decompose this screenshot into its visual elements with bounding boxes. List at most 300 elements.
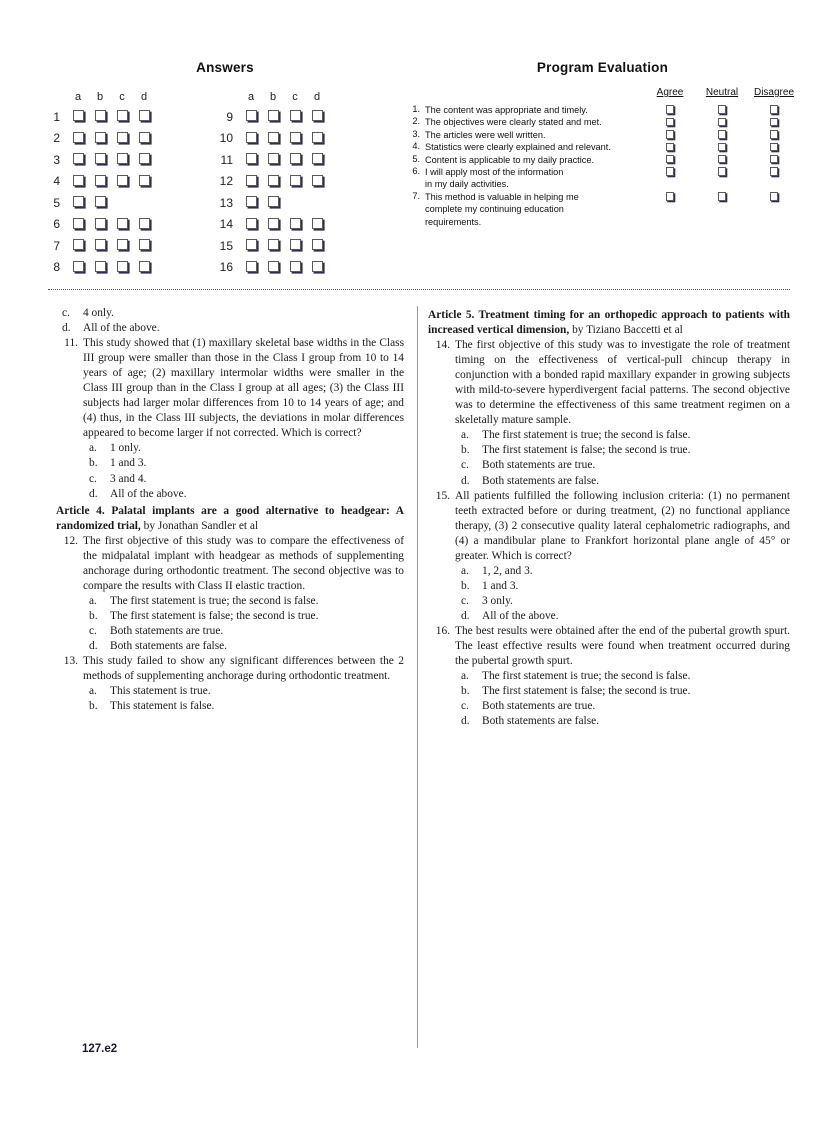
- answer-checkbox-16-d[interactable]: [312, 261, 323, 272]
- answer-checkbox-6-a[interactable]: [73, 218, 84, 229]
- evaluation-checkbox-4-disagree[interactable]: [770, 143, 779, 152]
- option-row: [455, 564, 790, 579]
- option-text: The first statement is false; the second is true.: [482, 685, 691, 698]
- answer-row-number: 10: [219, 131, 233, 146]
- evaluation-checkbox-2-neutral[interactable]: [718, 118, 727, 127]
- right-text-column: [428, 306, 790, 729]
- option-text: Both statements are true.: [482, 700, 596, 713]
- option-text: All of the above.: [110, 487, 187, 500]
- answers-col-header-d: d: [140, 91, 148, 103]
- answer-cell-empty: [284, 192, 306, 214]
- answer-checkbox-6-d[interactable]: [139, 218, 150, 229]
- question-14: [428, 338, 790, 488]
- evaluation-checkbox-2-agree[interactable]: [666, 118, 675, 127]
- answer-row: [40, 106, 155, 128]
- answer-row-number: 12: [219, 174, 233, 189]
- answer-cell: [262, 192, 284, 214]
- option-text: Both statements are false.: [482, 474, 600, 487]
- scale-header-neutral: Neutral: [705, 87, 739, 98]
- answer-cell: [284, 235, 306, 257]
- answer-row: [40, 235, 155, 257]
- answer-cell: [89, 192, 111, 214]
- evaluation-cell: [748, 104, 800, 116]
- scale-header-agree: Agree: [656, 87, 684, 98]
- evaluation-scale-cells: [644, 141, 800, 153]
- question-12: [56, 534, 404, 654]
- option-letter: c.: [461, 459, 469, 472]
- evaluation-checkbox-7-neutral[interactable]: [718, 192, 727, 201]
- answer-checkbox-1-c[interactable]: [117, 110, 128, 121]
- evaluation-row: [405, 116, 800, 128]
- option-text: The first statement is true; the second is false.: [110, 594, 319, 607]
- answer-cell: [133, 214, 155, 236]
- answer-checkbox-11-b[interactable]: [268, 153, 279, 164]
- option-text: This statement is true.: [110, 685, 211, 698]
- answer-cell: [111, 257, 133, 279]
- answer-checkbox-7-d[interactable]: [139, 239, 150, 250]
- question-13: [56, 654, 404, 714]
- answer-checkbox-15-d[interactable]: [312, 239, 323, 250]
- option-row: [56, 306, 404, 321]
- answer-checkbox-15-c[interactable]: [290, 239, 301, 250]
- article-4-title: Article 4. Palatal implants are a good alternative to headgear: A randomized trial,: [56, 504, 404, 532]
- option-row: [83, 456, 404, 471]
- answer-cell: [111, 235, 133, 257]
- answer-cell: [306, 257, 328, 279]
- answer-checkbox-2-d[interactable]: [139, 132, 150, 143]
- answers-header-row-left: [40, 88, 155, 106]
- evaluation-checkbox-2-disagree[interactable]: [770, 118, 779, 127]
- question-stem: The best results were obtained after the end of the pubertal growth spurt. The least effective results were found when treatment occurred during the pubertal growth spurt.: [455, 624, 790, 668]
- evaluation-cell: [748, 116, 800, 128]
- evaluation-row-continuation: [405, 203, 800, 215]
- answer-checkbox-4-d[interactable]: [139, 175, 150, 186]
- evaluation-checkbox-7-agree[interactable]: [666, 192, 675, 201]
- answer-checkbox-7-a[interactable]: [73, 239, 84, 250]
- answer-row-number: 5: [53, 195, 60, 210]
- option-row: [455, 579, 790, 594]
- answer-checkbox-3-b[interactable]: [95, 153, 106, 164]
- evaluation-item-number: 2.: [412, 116, 420, 127]
- answer-cell: [89, 149, 111, 171]
- evaluation-checkbox-4-agree[interactable]: [666, 143, 675, 152]
- evaluation-cell: [748, 154, 800, 166]
- answer-cell: [240, 235, 262, 257]
- answer-cell: [133, 106, 155, 128]
- evaluation-checkbox-7-disagree[interactable]: [770, 192, 779, 201]
- option-text: The first statement is false; the second is true.: [482, 444, 691, 457]
- answer-checkbox-9-d[interactable]: [312, 110, 323, 121]
- answer-row: [40, 149, 155, 171]
- option-row: [83, 699, 404, 714]
- answer-cell: [262, 106, 284, 128]
- evaluation-cell: [696, 116, 748, 128]
- evaluation-checkbox-6-disagree[interactable]: [770, 167, 779, 176]
- answer-cell: [67, 192, 89, 214]
- article-5-title: Article 5. Treatment timing for an orthopedic approach to patients with increased vertical dimension,: [428, 309, 790, 337]
- question-number: 13.: [63, 655, 78, 668]
- option-letter: c.: [461, 594, 469, 607]
- answer-cell: [240, 106, 262, 128]
- answer-checkbox-16-c[interactable]: [290, 261, 301, 272]
- evaluation-cell: [696, 191, 748, 203]
- option-text: Both statements are true.: [482, 459, 596, 472]
- option-letter: c.: [89, 472, 97, 485]
- answers-grid: [40, 88, 410, 278]
- answer-cell: [284, 214, 306, 236]
- answer-cell: [67, 214, 89, 236]
- answer-checkbox-8-d[interactable]: [139, 261, 150, 272]
- option-row: [455, 594, 790, 609]
- question-number: 14.: [435, 339, 450, 352]
- answers-rownum-header: [40, 88, 67, 106]
- option-letter: c.: [62, 307, 70, 319]
- answer-checkbox-8-c[interactable]: [117, 261, 128, 272]
- option-letter: d.: [89, 640, 98, 653]
- answer-cell: [67, 171, 89, 193]
- option-text: Both statements are false.: [482, 715, 600, 728]
- evaluation-checkbox-3-disagree[interactable]: [770, 130, 779, 139]
- evaluation-item-text-continued: in my daily activities.: [425, 179, 509, 190]
- option-text: All of the above.: [83, 322, 160, 335]
- answer-checkbox-1-b[interactable]: [95, 110, 106, 121]
- answer-checkbox-15-a[interactable]: [246, 239, 257, 250]
- answer-checkbox-10-d[interactable]: [312, 132, 323, 143]
- answer-cell: [111, 149, 133, 171]
- answer-checkbox-7-b[interactable]: [95, 239, 106, 250]
- answer-checkbox-14-c[interactable]: [290, 218, 301, 229]
- evaluation-row: [405, 104, 800, 116]
- article-5-byline: by Tiziano Baccetti et al: [569, 324, 683, 337]
- answer-cell: [133, 257, 155, 279]
- evaluation-cell: [644, 116, 696, 128]
- answer-cell: [240, 192, 262, 214]
- evaluation-checkbox-5-neutral[interactable]: [718, 155, 727, 164]
- evaluation-checkbox-6-agree[interactable]: [666, 167, 675, 176]
- answer-cell: [111, 171, 133, 193]
- evaluation-scale-cells: [644, 129, 800, 141]
- answer-row-number: 7: [53, 238, 60, 253]
- option-row: [455, 474, 790, 489]
- answer-row: [40, 257, 155, 279]
- answer-row: [40, 214, 155, 236]
- answer-checkbox-4-b[interactable]: [95, 175, 106, 186]
- evaluation-item-text: The articles were well written.: [425, 129, 546, 140]
- answer-checkbox-12-d[interactable]: [312, 175, 323, 186]
- evaluation-item-text: This method is valuable in helping me: [425, 191, 579, 202]
- answer-cell: [240, 171, 262, 193]
- answer-checkbox-9-b[interactable]: [268, 110, 279, 121]
- evaluation-item-text: The objectives were clearly stated and met.: [425, 117, 602, 128]
- option-letter: a.: [461, 429, 469, 442]
- answer-cell: [240, 149, 262, 171]
- program-evaluation-title: Program Evaluation: [536, 60, 669, 75]
- evaluation-item-text-continued: complete my continuing education: [425, 204, 564, 215]
- evaluation-checkbox-6-neutral[interactable]: [718, 167, 727, 176]
- answer-checkbox-11-c[interactable]: [290, 153, 301, 164]
- evaluation-cell: [644, 104, 696, 116]
- answer-cell: [67, 257, 89, 279]
- evaluation-cell: [644, 154, 696, 166]
- option-row: [455, 428, 790, 443]
- answer-checkbox-3-c[interactable]: [117, 153, 128, 164]
- option-letter: d.: [461, 715, 470, 728]
- answer-checkbox-6-b[interactable]: [95, 218, 106, 229]
- evaluation-items: [405, 104, 800, 228]
- answer-checkbox-5-a[interactable]: [73, 196, 84, 207]
- option-letter: c.: [461, 700, 469, 713]
- answer-cell: [240, 128, 262, 150]
- option-row: [83, 441, 404, 456]
- answer-checkbox-1-a[interactable]: [73, 110, 84, 121]
- evaluation-checkbox-4-neutral[interactable]: [718, 143, 727, 152]
- left-text-column: [56, 306, 404, 714]
- evaluation-row: [405, 154, 800, 166]
- answer-checkbox-3-d[interactable]: [139, 153, 150, 164]
- answer-cell-empty: [111, 192, 133, 214]
- answer-checkbox-4-a[interactable]: [73, 175, 84, 186]
- evaluation-item-number: 3.: [412, 128, 420, 139]
- answer-cell: [133, 128, 155, 150]
- answers-title: Answers: [196, 60, 254, 75]
- answer-row-number: 9: [226, 109, 233, 124]
- answer-checkbox-9-c[interactable]: [290, 110, 301, 121]
- evaluation-checkbox-1-disagree[interactable]: [770, 105, 779, 114]
- option-text: 1 and 3.: [482, 579, 519, 592]
- evaluation-item-text: Statistics were clearly explained and relevant.: [425, 142, 611, 153]
- evaluation-scale-cells: [644, 116, 800, 128]
- option-row: [83, 594, 404, 609]
- answer-row: [213, 214, 328, 236]
- question-number: 15.: [435, 489, 450, 502]
- option-row: [455, 669, 790, 684]
- evaluation-item-number: 1.: [412, 104, 420, 114]
- evaluation-row-continuation: [405, 216, 800, 228]
- option-letter: d.: [461, 609, 470, 622]
- article-5-heading: [428, 308, 790, 338]
- question-stem: All patients fulfilled the following inclusion criteria: (1) no permanent teeth extracted before or during treatment, (2) no functional appliance therapy, (3) 2 consecutive quality lateral cephalometric radiographs, and (4) a mandibular plane to Frankfort horizontal plane angle of 45° or greater. Which is correct?: [455, 489, 790, 562]
- evaluation-cell: [696, 129, 748, 141]
- answer-cell: [133, 149, 155, 171]
- option-row: [83, 639, 404, 654]
- evaluation-item-number: 4.: [412, 141, 420, 152]
- answer-checkbox-16-b[interactable]: [268, 261, 279, 272]
- answer-checkbox-15-b[interactable]: [268, 239, 279, 250]
- option-letter: a.: [461, 564, 469, 577]
- answer-checkbox-11-a[interactable]: [246, 153, 257, 164]
- answer-cell: [111, 128, 133, 150]
- evaluation-row-continuation: [405, 178, 800, 190]
- option-text: Both statements are false.: [110, 640, 228, 653]
- answer-row-number: 2: [53, 131, 60, 146]
- answer-checkbox-5-b[interactable]: [95, 196, 106, 207]
- answer-checkbox-10-c[interactable]: [290, 132, 301, 143]
- answer-checkbox-8-a[interactable]: [73, 261, 84, 272]
- answer-checkbox-3-a[interactable]: [73, 153, 84, 164]
- answers-section: [40, 60, 410, 278]
- answer-checkbox-10-a[interactable]: [246, 132, 257, 143]
- evaluation-item-number: 6.: [412, 166, 420, 177]
- option-text: All of the above.: [482, 609, 559, 622]
- evaluation-row: [405, 191, 800, 203]
- answer-checkbox-1-d[interactable]: [139, 110, 150, 121]
- answer-cell: [89, 171, 111, 193]
- evaluation-checkbox-3-neutral[interactable]: [718, 130, 727, 139]
- question-body: [83, 336, 404, 502]
- evaluation-scale-cells: [644, 154, 800, 166]
- answer-checkbox-16-a[interactable]: [246, 261, 257, 272]
- answer-checkbox-2-a[interactable]: [73, 132, 84, 143]
- answer-cell: [67, 235, 89, 257]
- article-4-heading: [56, 504, 404, 534]
- answer-cell: [67, 106, 89, 128]
- option-letter: b.: [89, 700, 98, 713]
- option-row: [83, 684, 404, 699]
- option-letter: b.: [461, 444, 470, 457]
- scale-header-disagree: Disagree: [753, 87, 795, 98]
- option-text: The first statement is false; the second is true.: [110, 609, 319, 622]
- option-row: [56, 321, 404, 336]
- evaluation-cell: [696, 104, 748, 116]
- option-row: [455, 714, 790, 729]
- answer-checkbox-2-c[interactable]: [117, 132, 128, 143]
- option-row: [83, 609, 404, 624]
- answer-checkbox-9-a[interactable]: [246, 110, 257, 121]
- answer-checkbox-14-a[interactable]: [246, 218, 257, 229]
- answer-cell: [89, 235, 111, 257]
- answers-col-header-c-right: c: [292, 91, 298, 103]
- evaluation-item-text: The content was appropriate and timely.: [425, 105, 588, 115]
- option-row: [455, 684, 790, 699]
- answer-checkbox-13-a[interactable]: [246, 196, 257, 207]
- answer-checkbox-6-c[interactable]: [117, 218, 128, 229]
- option-letter: d.: [461, 474, 470, 487]
- answer-cell: [306, 106, 328, 128]
- answers-col-header-d-right: d: [313, 91, 321, 103]
- evaluation-cell: [644, 141, 696, 153]
- answer-cell: [133, 235, 155, 257]
- evaluation-checkbox-1-neutral[interactable]: [718, 105, 727, 114]
- answer-checkbox-14-d[interactable]: [312, 218, 323, 229]
- answer-cell: [284, 171, 306, 193]
- answer-row-number: 13: [219, 195, 233, 210]
- answer-cell: [67, 149, 89, 171]
- answer-checkbox-8-b[interactable]: [95, 261, 106, 272]
- question-body: [455, 489, 790, 624]
- answer-cell: [133, 171, 155, 193]
- answer-cell: [111, 106, 133, 128]
- answer-row: [213, 192, 328, 214]
- answer-cell: [306, 235, 328, 257]
- answer-cell: [262, 149, 284, 171]
- evaluation-scale-header: [405, 87, 800, 98]
- option-row: [83, 472, 404, 487]
- question-body: [455, 338, 790, 488]
- question-body: [83, 654, 404, 714]
- answer-checkbox-7-c[interactable]: [117, 239, 128, 250]
- evaluation-checkbox-5-agree[interactable]: [666, 155, 675, 164]
- answer-row-number: 8: [53, 260, 60, 275]
- answer-row-number: 3: [53, 152, 60, 167]
- option-letter: b.: [461, 579, 470, 592]
- answer-checkbox-12-c[interactable]: [290, 175, 301, 186]
- column-divider: [417, 306, 418, 1048]
- answer-row-number: 4: [53, 174, 60, 189]
- evaluation-scale-cells: [644, 191, 800, 203]
- evaluation-cell: [644, 191, 696, 203]
- answer-row: [213, 235, 328, 257]
- answer-row: [213, 171, 328, 193]
- option-row: [83, 487, 404, 502]
- option-letter: b.: [89, 609, 98, 622]
- evaluation-row: [405, 141, 800, 153]
- dotted-separator: [48, 289, 790, 290]
- answers-column-gap: [155, 88, 213, 278]
- question-stem: This study failed to show any significant differences between the 2 methods of supplementing anchorage during orthodontic treatment.: [83, 655, 404, 683]
- answers-table-right: [213, 88, 328, 278]
- option-text: 3 only.: [482, 594, 513, 607]
- answer-checkbox-4-c[interactable]: [117, 175, 128, 186]
- option-letter: d.: [62, 322, 71, 335]
- answer-row-number: 6: [53, 217, 60, 232]
- answer-cell: [240, 257, 262, 279]
- question-body: [83, 534, 404, 654]
- answer-cell: [306, 128, 328, 150]
- answer-row-number: 1: [53, 109, 60, 124]
- answer-checkbox-2-b[interactable]: [95, 132, 106, 143]
- option-letter: b.: [89, 457, 98, 470]
- question-stem: The first objective of this study was to compare the effectiveness of the midpalatal implant with headgear as methods of supplementing anchorage during orthodontic treatment. The second objective was to compare the results with Class II elastic traction.: [83, 534, 404, 592]
- answer-checkbox-10-b[interactable]: [268, 132, 279, 143]
- option-row: [83, 624, 404, 639]
- answer-cell: [262, 257, 284, 279]
- option-row: [455, 458, 790, 473]
- answer-checkbox-11-d[interactable]: [312, 153, 323, 164]
- answer-cell: [306, 171, 328, 193]
- page-folio: 127.e2: [82, 1043, 118, 1055]
- answer-cell-empty: [133, 192, 155, 214]
- evaluation-checkbox-1-agree[interactable]: [666, 105, 675, 114]
- answers-table-left: [40, 88, 155, 278]
- answer-cell: [240, 214, 262, 236]
- option-letter: d.: [89, 487, 98, 500]
- evaluation-cell: [748, 129, 800, 141]
- answer-cell: [89, 128, 111, 150]
- option-text: 1 only.: [110, 442, 141, 455]
- answer-checkbox-13-b[interactable]: [268, 196, 279, 207]
- answer-cell: [67, 128, 89, 150]
- answer-checkbox-14-b[interactable]: [268, 218, 279, 229]
- answer-cell: [284, 128, 306, 150]
- article-4-byline: by Jonathan Sandler et al: [140, 519, 259, 532]
- answer-checkbox-12-a[interactable]: [246, 175, 257, 186]
- answer-row: [40, 128, 155, 150]
- option-row: [455, 609, 790, 624]
- question-15: [428, 489, 790, 624]
- question-number: 11.: [64, 337, 78, 350]
- answer-cell: [89, 106, 111, 128]
- evaluation-row: [405, 129, 800, 141]
- answer-cell: [89, 214, 111, 236]
- answer-row: [213, 128, 328, 150]
- answer-cell: [262, 235, 284, 257]
- evaluation-checkbox-3-agree[interactable]: [666, 130, 675, 139]
- evaluation-item-text-continued: requirements.: [425, 216, 482, 227]
- answer-checkbox-12-b[interactable]: [268, 175, 279, 186]
- evaluation-item-number: 7.: [412, 190, 420, 201]
- evaluation-checkbox-5-disagree[interactable]: [770, 155, 779, 164]
- answer-cell-empty: [306, 192, 328, 214]
